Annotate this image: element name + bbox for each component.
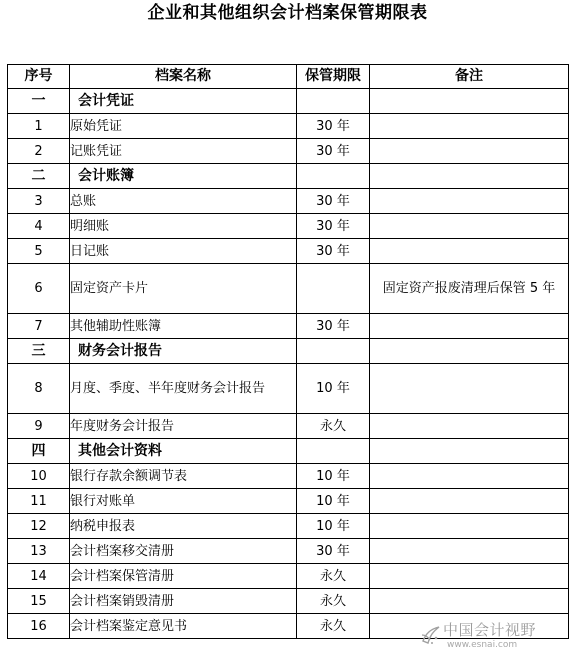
table-row (8, 464, 569, 489)
cell-note (370, 314, 569, 339)
cell-note (370, 164, 569, 189)
table-row (8, 589, 569, 614)
cell-seq: 二 (8, 164, 70, 189)
cell-name: 银行对账单 (70, 489, 297, 514)
cell-name: 纳税申报表 (70, 514, 297, 539)
cell-note (370, 514, 569, 539)
table-row (8, 314, 569, 339)
cell-seq: 3 (8, 189, 70, 214)
cell-seq: 2 (8, 139, 70, 164)
cell-seq: 9 (8, 414, 70, 439)
cell-period: 30 年 (297, 539, 370, 564)
cell-seq: 11 (8, 489, 70, 514)
cell-name: 会计档案保管清册 (70, 564, 297, 589)
cell-note: 固定资产报废清理后保管 5 年 (370, 264, 569, 314)
cell-note (370, 89, 569, 114)
table-row (8, 564, 569, 589)
cell-name: 财务会计报告 (70, 339, 297, 364)
cell-name: 记账凭证 (70, 139, 297, 164)
cell-period (297, 439, 370, 464)
table-row (8, 189, 569, 214)
cell-note (370, 364, 569, 414)
cell-name: 其他会计资料 (70, 439, 297, 464)
header-seq: 序号 (8, 65, 70, 89)
cell-period: 30 年 (297, 114, 370, 139)
table-row (8, 539, 569, 564)
cell-period (297, 339, 370, 364)
cell-period: 30 年 (297, 189, 370, 214)
cell-seq: 14 (8, 564, 70, 589)
cell-name: 其他辅助性账簿 (70, 314, 297, 339)
cell-period (297, 164, 370, 189)
cell-seq: 三 (8, 339, 70, 364)
cell-note (370, 439, 569, 464)
cell-seq: 1 (8, 114, 70, 139)
table-row (8, 364, 569, 414)
cell-period: 30 年 (297, 214, 370, 239)
cell-period: 永久 (297, 414, 370, 439)
cell-name: 月度、季度、半年度财务会计报告 (70, 364, 297, 414)
cell-seq: 6 (8, 264, 70, 314)
cell-name: 会计凭证 (70, 89, 297, 114)
cell-name: 会计档案销毁清册 (70, 589, 297, 614)
table-row (8, 214, 569, 239)
cell-period (297, 264, 370, 314)
cell-period: 10 年 (297, 489, 370, 514)
cell-seq: 四 (8, 439, 70, 464)
cell-note (370, 139, 569, 164)
cell-period (297, 89, 370, 114)
table-row (8, 514, 569, 539)
cell-seq: 7 (8, 314, 70, 339)
cell-period: 30 年 (297, 239, 370, 264)
cell-name: 原始凭证 (70, 114, 297, 139)
cell-note (370, 114, 569, 139)
cell-period: 永久 (297, 564, 370, 589)
table-row (8, 339, 569, 364)
cell-note (370, 414, 569, 439)
cell-note (370, 489, 569, 514)
cell-note (370, 614, 569, 639)
cell-period: 永久 (297, 614, 370, 639)
table-row (8, 614, 569, 639)
cell-note (370, 214, 569, 239)
table-row (8, 264, 569, 314)
cell-name: 日记账 (70, 239, 297, 264)
table-row (8, 89, 569, 114)
table-row (8, 414, 569, 439)
cell-seq: 13 (8, 539, 70, 564)
cell-period: 10 年 (297, 364, 370, 414)
cell-note (370, 339, 569, 364)
cell-note (370, 189, 569, 214)
table-row (8, 139, 569, 164)
cell-name: 年度财务会计报告 (70, 414, 297, 439)
cell-seq: 10 (8, 464, 70, 489)
cell-seq: 15 (8, 589, 70, 614)
cell-seq: 4 (8, 214, 70, 239)
cell-seq: 8 (8, 364, 70, 414)
cell-name: 会计账簿 (70, 164, 297, 189)
cell-note (370, 539, 569, 564)
cell-seq: 5 (8, 239, 70, 264)
cell-period: 永久 (297, 589, 370, 614)
cell-name: 银行存款余额调节表 (70, 464, 297, 489)
table-body (8, 89, 569, 639)
cell-period: 10 年 (297, 464, 370, 489)
header-period: 保管期限 (297, 65, 370, 89)
cell-note (370, 564, 569, 589)
header-name: 档案名称 (70, 65, 297, 89)
table-row (8, 489, 569, 514)
cell-name: 固定资产卡片 (70, 264, 297, 314)
cell-period: 10 年 (297, 514, 370, 539)
table-row (8, 114, 569, 139)
cell-seq: 一 (8, 89, 70, 114)
cell-period: 30 年 (297, 314, 370, 339)
cell-note (370, 464, 569, 489)
table-header-row (8, 65, 569, 89)
cell-name: 会计档案移交清册 (70, 539, 297, 564)
cell-name: 会计档案鉴定意见书 (70, 614, 297, 639)
table-row (8, 164, 569, 189)
retention-table (7, 64, 569, 639)
cell-note (370, 589, 569, 614)
cell-period: 30 年 (297, 139, 370, 164)
table-row (8, 439, 569, 464)
cell-seq: 16 (8, 614, 70, 639)
table-row (8, 239, 569, 264)
header-note: 备注 (370, 65, 569, 89)
watermark-brand: 中国会计视野 (443, 621, 537, 639)
cell-name: 总账 (70, 189, 297, 214)
watermark-url: www.esnai.com (447, 640, 518, 650)
page-title: 企业和其他组织会计档案保管期限表 (147, 3, 428, 23)
cell-name: 明细账 (70, 214, 297, 239)
cell-seq: 12 (8, 514, 70, 539)
cell-note (370, 239, 569, 264)
